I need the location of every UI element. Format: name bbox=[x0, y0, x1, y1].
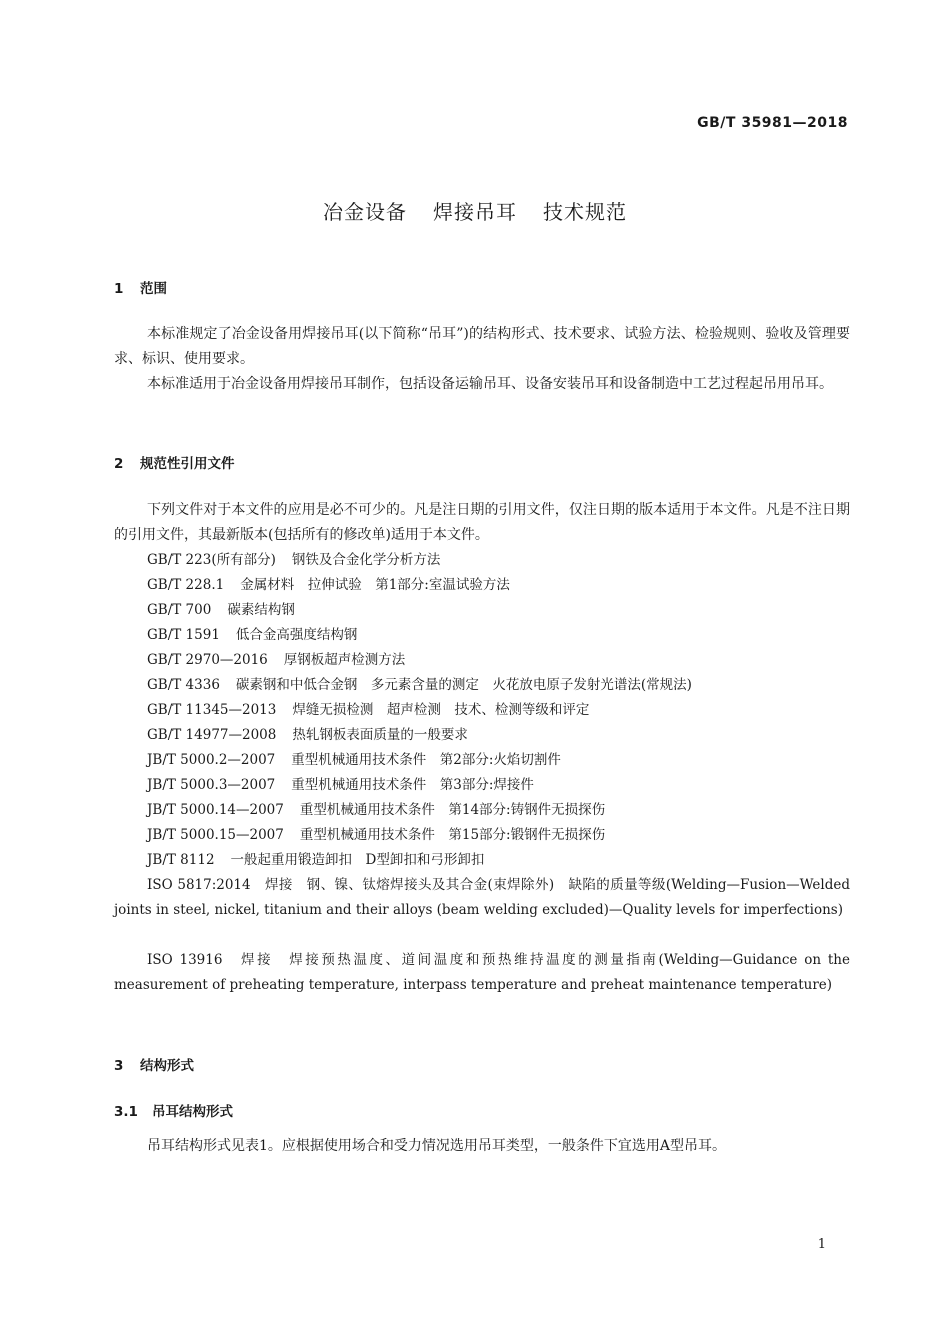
references-intro: 下列文件对于本文件的应用是必不可少的。凡是注日期的引用文件，仅注日期的版本适用于本文件。凡是不注日期的引用文件，其最新版本(包括所有的修改单)适用于本文件。 bbox=[114, 502, 850, 543]
reference-item bbox=[147, 673, 692, 698]
reference-item bbox=[147, 598, 295, 623]
reference-code: GB/T 2970—2016 bbox=[147, 652, 268, 668]
title-part-1: 冶金设备 bbox=[323, 200, 407, 224]
section-2-heading bbox=[114, 452, 235, 472]
reference-title: 重型机械通用技术条件 第14部分:铸钢件无损探伤 bbox=[299, 802, 606, 818]
reference-title: 钢铁及合金化学分析方法 bbox=[291, 552, 441, 568]
reference-code: JB/T 8112 bbox=[147, 852, 215, 868]
reference-code: GB/T 4336 bbox=[147, 677, 220, 693]
title-part-2: 焊接吊耳 bbox=[433, 200, 517, 224]
reference-code: GB/T 1591 bbox=[147, 627, 220, 643]
reference-title: 重型机械通用技术条件 第3部分:焊接件 bbox=[291, 777, 534, 793]
reference-code: GB/T 223(所有部分) bbox=[147, 552, 276, 568]
section-title: 规范性引用文件 bbox=[140, 456, 235, 472]
reference-title: 热轧钢板表面质量的一般要求 bbox=[292, 727, 468, 743]
reference-iso-5817: ISO 5817:2014 焊接 钢、镍、钛熔焊接头及其合金(束焊除外) 缺陷的质量等级(Welding—Fusion—Welded joints in steel, nickel, titanium and their alloys (beam welding excluded)—Quality levels for imperfections) bbox=[114, 877, 850, 918]
section-number: 3 bbox=[114, 1058, 124, 1074]
reference-item bbox=[147, 623, 357, 648]
reference-title: 重型机械通用技术条件 第2部分:火焰切割件 bbox=[291, 752, 561, 768]
title-part-3: 技术规范 bbox=[543, 200, 627, 224]
reference-item bbox=[147, 548, 440, 573]
reference-iso-13916: ISO 13916 焊接 焊接预热温度、道间温度和预热维持温度的测量指南(Welding—Guidance on the measurement of preheating temperature, interpass temperature and preheat maintenance temperature) bbox=[114, 952, 850, 993]
scope-paragraph-1: 本标准规定了冶金设备用焊接吊耳(以下简称“吊耳”)的结构形式、技术要求、试验方法、检验规则、验收及管理要求、标识、使用要求。 bbox=[114, 326, 850, 367]
reference-title: 重型机械通用技术条件 第15部分:锻钢件无损探伤 bbox=[299, 827, 606, 843]
reference-title: 厚钢板超声检测方法 bbox=[283, 652, 406, 668]
section-1-heading bbox=[114, 277, 167, 297]
reference-item bbox=[147, 823, 605, 848]
section-number: 3.1 bbox=[114, 1104, 138, 1120]
reference-code: JB/T 5000.3—2007 bbox=[147, 777, 276, 793]
reference-item bbox=[147, 748, 561, 773]
reference-item bbox=[147, 723, 468, 748]
scope-paragraph-2: 本标准适用于冶金设备用焊接吊耳制作，包括设备运输吊耳、设备安装吊耳和设备制造中工艺过程起吊用吊耳。 bbox=[147, 376, 833, 392]
reference-item bbox=[147, 573, 510, 598]
reference-item bbox=[147, 698, 589, 723]
reference-title: 低合金高强度结构钢 bbox=[235, 627, 358, 643]
reference-title: 碳素钢和中低合金钢 多元素含量的测定 火花放电原子发射光谱法(常规法) bbox=[235, 677, 692, 693]
section-number: 2 bbox=[114, 456, 124, 472]
reference-code: GB/T 14977—2008 bbox=[147, 727, 277, 743]
section-3-heading bbox=[114, 1054, 194, 1074]
structure-paragraph: 吊耳结构形式见表1。应根据使用场合和受力情况选用吊耳类型，一般条件下宜选用A型吊耳。 bbox=[147, 1138, 727, 1154]
section-number: 1 bbox=[114, 281, 124, 297]
reference-title: 碳素结构钢 bbox=[227, 602, 295, 618]
section-title: 范围 bbox=[140, 281, 167, 297]
document-title bbox=[0, 196, 950, 225]
section-3-1-heading bbox=[114, 1100, 233, 1120]
reference-code: GB/T 700 bbox=[147, 602, 212, 618]
section-title: 结构形式 bbox=[140, 1058, 194, 1074]
page-number: 1 bbox=[817, 1237, 826, 1252]
reference-item bbox=[147, 648, 405, 673]
reference-code: GB/T 11345—2013 bbox=[147, 702, 277, 718]
reference-title: 一般起重用锻造卸扣 D型卸扣和弓形卸扣 bbox=[230, 852, 485, 868]
section-title: 吊耳结构形式 bbox=[152, 1104, 233, 1120]
standard-number: GB/T 35981—2018 bbox=[697, 115, 848, 131]
reference-code: JB/T 5000.14—2007 bbox=[147, 802, 284, 818]
reference-item bbox=[147, 773, 534, 798]
reference-item bbox=[147, 848, 484, 873]
reference-item bbox=[147, 798, 605, 823]
reference-title: 焊缝无损检测 超声检测 技术、检测等级和评定 bbox=[292, 702, 590, 718]
reference-code: JB/T 5000.2—2007 bbox=[147, 752, 276, 768]
reference-title: 金属材料 拉伸试验 第1部分:室温试验方法 bbox=[240, 577, 510, 593]
reference-code: GB/T 228.1 bbox=[147, 577, 225, 593]
reference-code: JB/T 5000.15—2007 bbox=[147, 827, 284, 843]
